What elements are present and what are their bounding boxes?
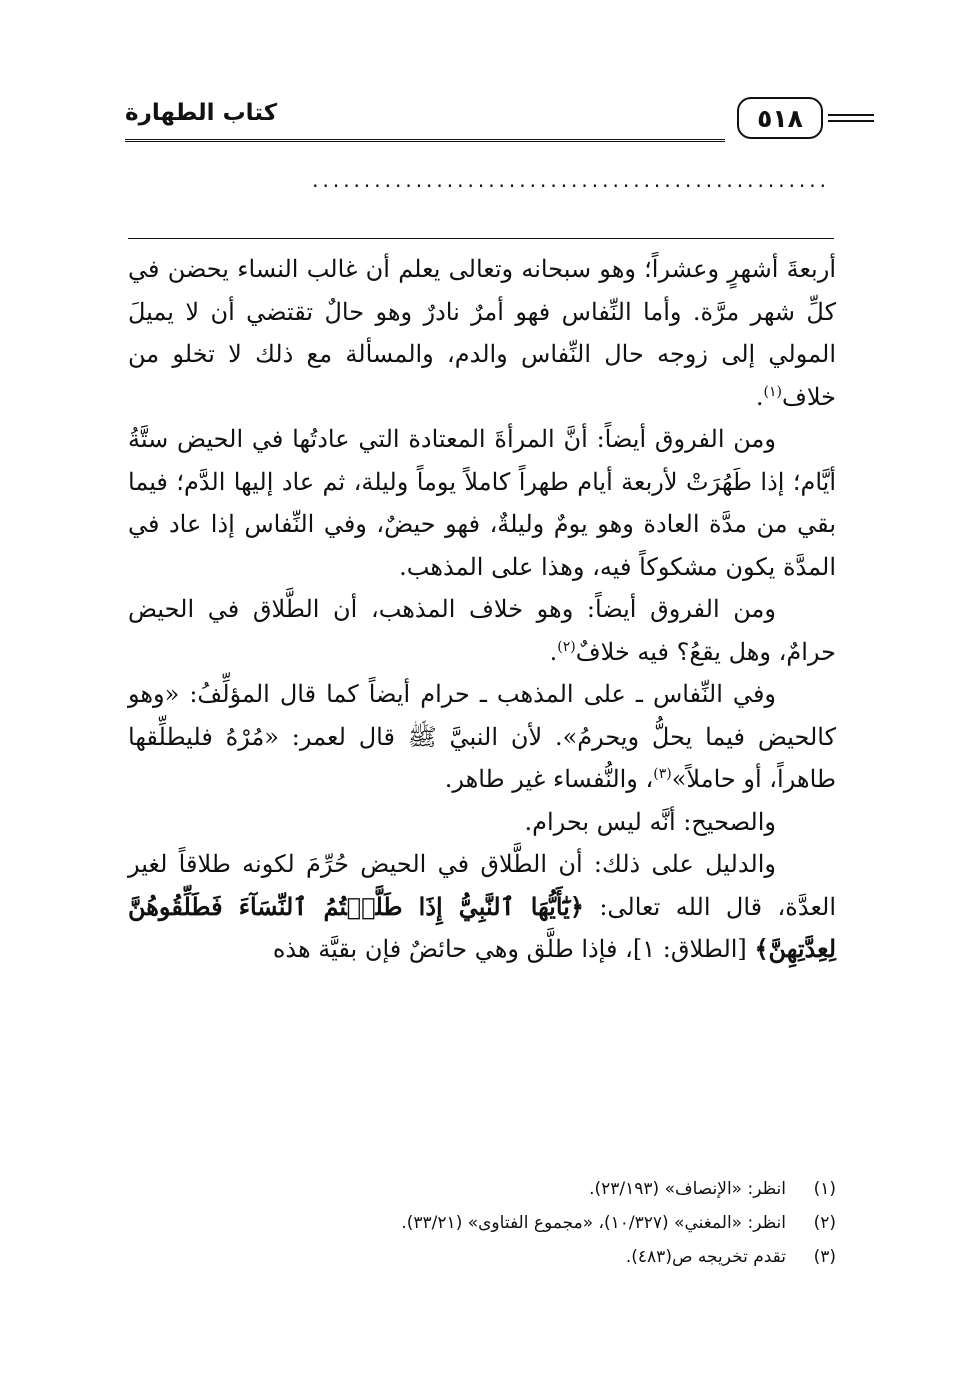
footnote-number: (٢) — [813, 1213, 836, 1233]
paragraph-1: أربعةَ أشهرٍ وعشراً؛ وهو سبحانه وتعالى يعلم أن غالب النساء يحضن في كلِّ شهر مرَّة. وأما النِّفاس فهو أمرٌ نادرٌ وهو حالٌ تقتضي أن لا يميلَ المولي إلى زوجه حال النِّفاس والدم، والمسألة مع ذلك لا تخلو من خلاف$^{(١)}$. — [128, 255, 836, 411]
paragraph-5: والصحيح: أنَّه ليس بحرام. — [524, 807, 776, 836]
separator-dots: .................................................. — [312, 168, 830, 192]
footnote-number: (٣) — [813, 1247, 836, 1267]
page-number: ٥١٨ — [737, 97, 823, 139]
header-rule-bottom — [828, 120, 874, 122]
paragraph-2: ومن الفروق أيضاً: أنَّ المرأةَ المعتادة التي عادتُها في الحيض ستَّةُ أيَّام؛ إذا طَهُرَتْ لأربعة أيام طهراً كاملاً يوماً وليلة، ثم عاد إليها الدَّم؛ فيما بقي من مدَّة العادة وهو يومٌ وليلةٌ، فهو حيضٌ، وفي النِّفاس إذا عاد في المدَّة يكون مشكوكاً فيه، وهذا على المذهب. — [128, 425, 836, 581]
text-top-rule — [128, 238, 834, 239]
footnote-ref-2[interactable]: (٢) — [557, 638, 576, 655]
title-underline — [125, 139, 725, 142]
footnote-text: انظر: «المغني» (١٠/٣٢٧)، «مجموع الفتاوى» (٣٣/٢١). — [401, 1213, 786, 1233]
footnote-text: تقدم تخريجه ص(٤٨٣). — [625, 1247, 786, 1267]
footnote-ref-1[interactable]: (١) — [763, 383, 782, 400]
paragraph-3: ومن الفروق أيضاً: وهو خلاف المذهب، أن الطَّلاق في الحيض حرامٌ، وهل يقعُ؟ فيه خلافٌ$^{(٢)}$. — [128, 595, 836, 666]
main-text — [128, 248, 836, 971]
footnote-number: (١) — [813, 1179, 836, 1199]
header-rule-top — [828, 114, 874, 116]
footnote-3 — [128, 1240, 836, 1274]
page-header — [125, 92, 830, 152]
footnote-ref-3[interactable]: (٣) — [653, 766, 672, 782]
footnotes — [128, 1172, 836, 1274]
paragraph-4: وفي النِّفاس ـ على المذهب ـ حرام أيضاً كما قال المؤلِّفُ: «وهو كالحيض فيما يحلُّ ويحرمُ». لأن النبيَّ ﷺ قال لعمر: «مُرْهُ فليطلِّقها طاهراً، أو حاملاً»$^{(٣)}$، والنُّفساء غير طاهر. — [128, 680, 837, 793]
quran-verse: ﴿يَٰٓأَيُّهَا ٱلنَّبِيُّ إِذَا طَلَّقۡتُمُ ٱلنِّسَآءَ فَطَلِّقُوهُنَّ لِعِدَّتِهِنَّ﴾ — [128, 891, 836, 963]
footnote-text: انظر: «الإنصاف» (٢٣/١٩٣). — [589, 1179, 786, 1199]
book-title: كتاب الطهارة — [125, 100, 278, 126]
paragraph-6: والدليل على ذلك: أن الطَّلاق في الحيض حُرِّمَ لكونه طلاقاً لغير العدَّة، قال الله تعالى: ﴿يَٰٓأَيُّهَا ٱلنَّبِيُّ إِذَا طَلَّقۡتُمُ ٱلنِّسَآءَ فَطَلِّقُوهُنَّ لِعِدَّتِهِنَّ﴾ [الطلاق: ١]، فإذا طلَّق وهي حائضٌ فإن بقيَّة هذه — [128, 850, 836, 963]
footnote-2 — [128, 1206, 836, 1240]
footnote-1 — [128, 1172, 836, 1206]
